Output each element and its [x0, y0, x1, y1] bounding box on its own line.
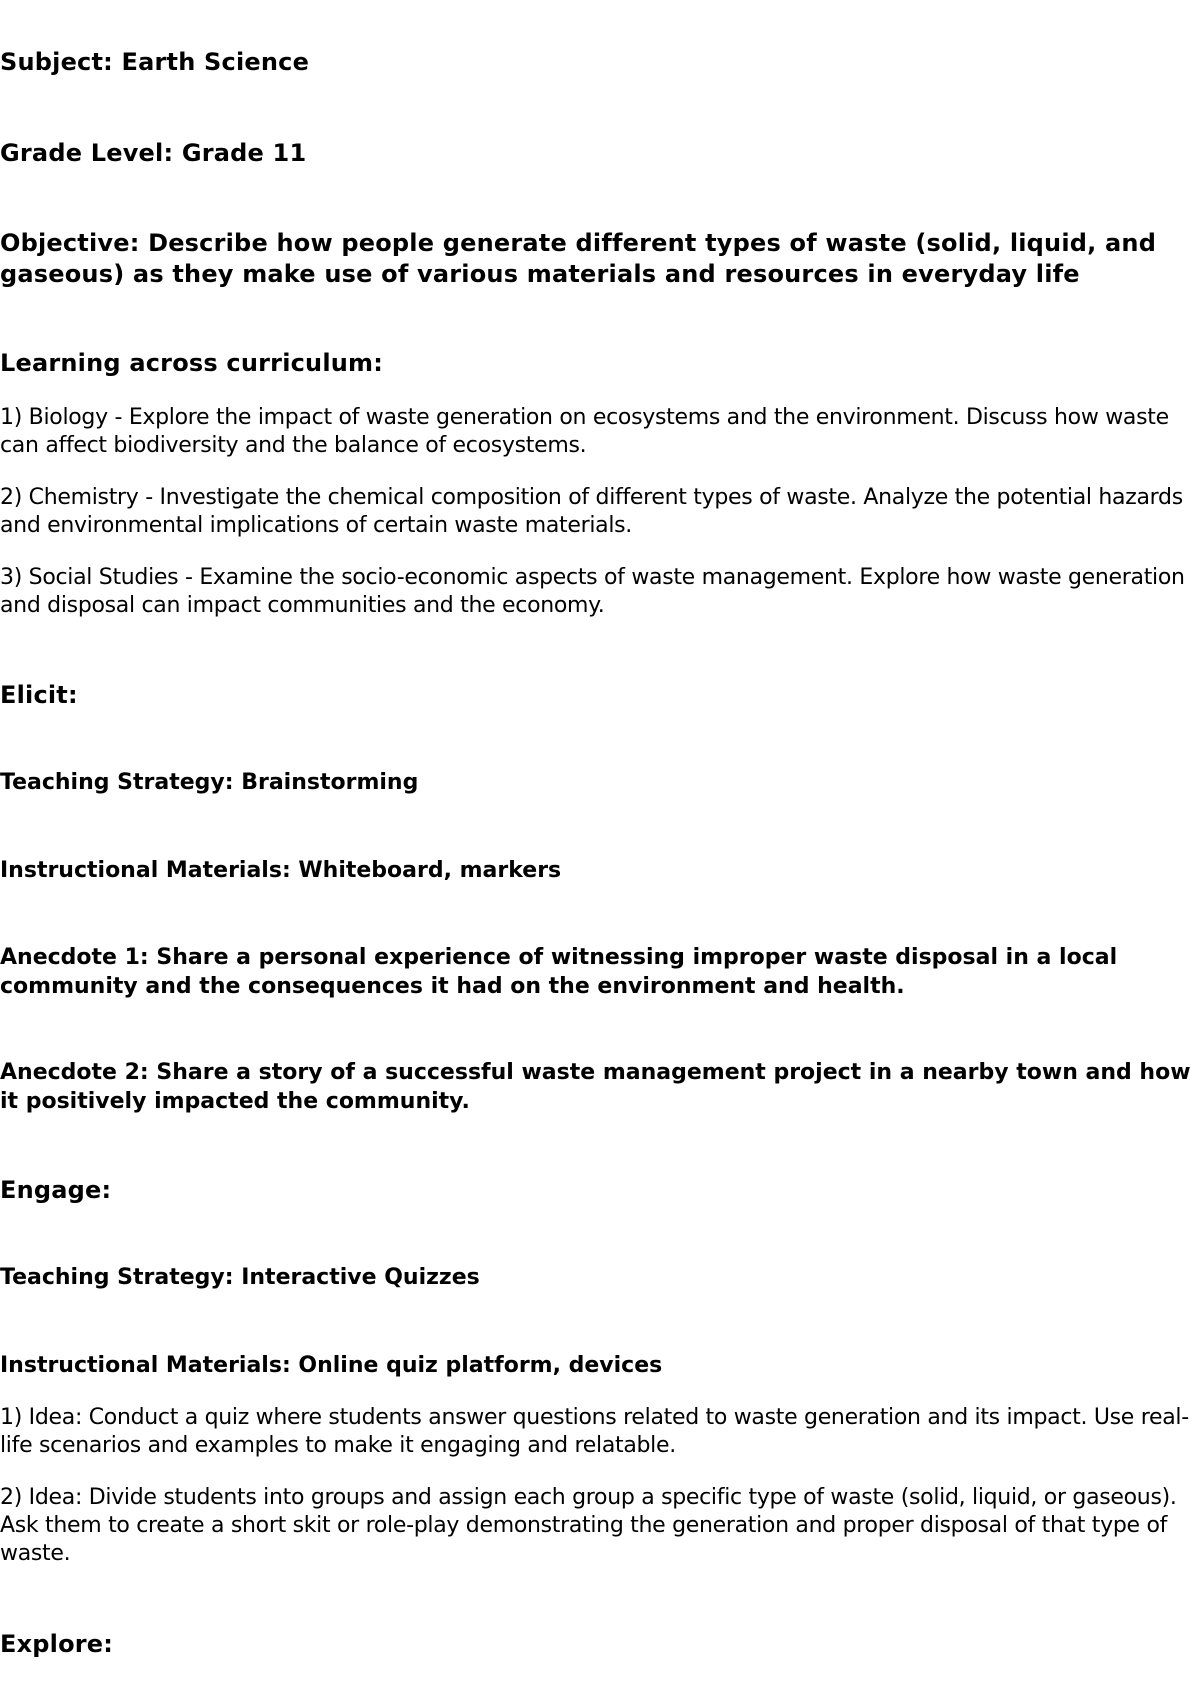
elicit-teaching-strategy: Teaching Strategy: Brainstorming — [0, 770, 419, 795]
engage-idea-2: 2) Idea: Divide students into groups and assign each group a specific type of waste (solid, liquid, or gaseous). Ask them to create a short skit or role-play demonstrating the generation and proper disposal of that type of waste. — [0, 1485, 1177, 1566]
engage-instructional-materials: Instructional Materials: Online quiz platform, devices — [0, 1353, 663, 1378]
curriculum-item-biology: 1) Biology - Explore the impact of waste generation on ecosystems and the environment. Discuss how waste can affect biodiversity and the balance of ecosystems. — [0, 405, 1169, 458]
curriculum-item-chemistry: 2) Chemistry - Investigate the chemical composition of different types of waste. Analyze the potential hazards and environmental implications of certain waste materials. — [0, 485, 1183, 538]
engage-idea-1: 1) Idea: Conduct a quiz where students answer questions related to waste generation and its impact. Use real-life scenarios and examples to make it engaging and relatable. — [0, 1405, 1189, 1458]
subject-heading: Subject: Earth Science — [0, 48, 310, 76]
objective-heading: Objective: Describe how people generate different types of waste (solid, liquid, and gaseous) as they make use of various materials and resources in everyday life — [0, 229, 1157, 288]
elicit-anecdote-2: Anecdote 2: Share a story of a successful waste management project in a nearby town and how it positively impacted the community. — [0, 1060, 1191, 1114]
elicit-instructional-materials: Instructional Materials: Whiteboard, markers — [0, 858, 562, 883]
elicit-anecdote-1: Anecdote 1: Share a personal experience of witnessing improper waste disposal in a local community and the consequences it had on the environment and health. — [0, 945, 1118, 999]
curriculum-item-social-studies: 3) Social Studies - Examine the socio-economic aspects of waste management. Explore how waste generation and disposal can impact communities and the economy. — [0, 565, 1185, 618]
engage-heading: Engage: — [0, 1176, 112, 1204]
explore-heading: Explore: — [0, 1630, 114, 1658]
elicit-heading: Elicit: — [0, 681, 78, 709]
learning-across-curriculum-heading: Learning across curriculum: — [0, 349, 384, 377]
engage-teaching-strategy: Teaching Strategy: Interactive Quizzes — [0, 1265, 480, 1290]
grade-level-heading: Grade Level: Grade 11 — [0, 139, 307, 167]
